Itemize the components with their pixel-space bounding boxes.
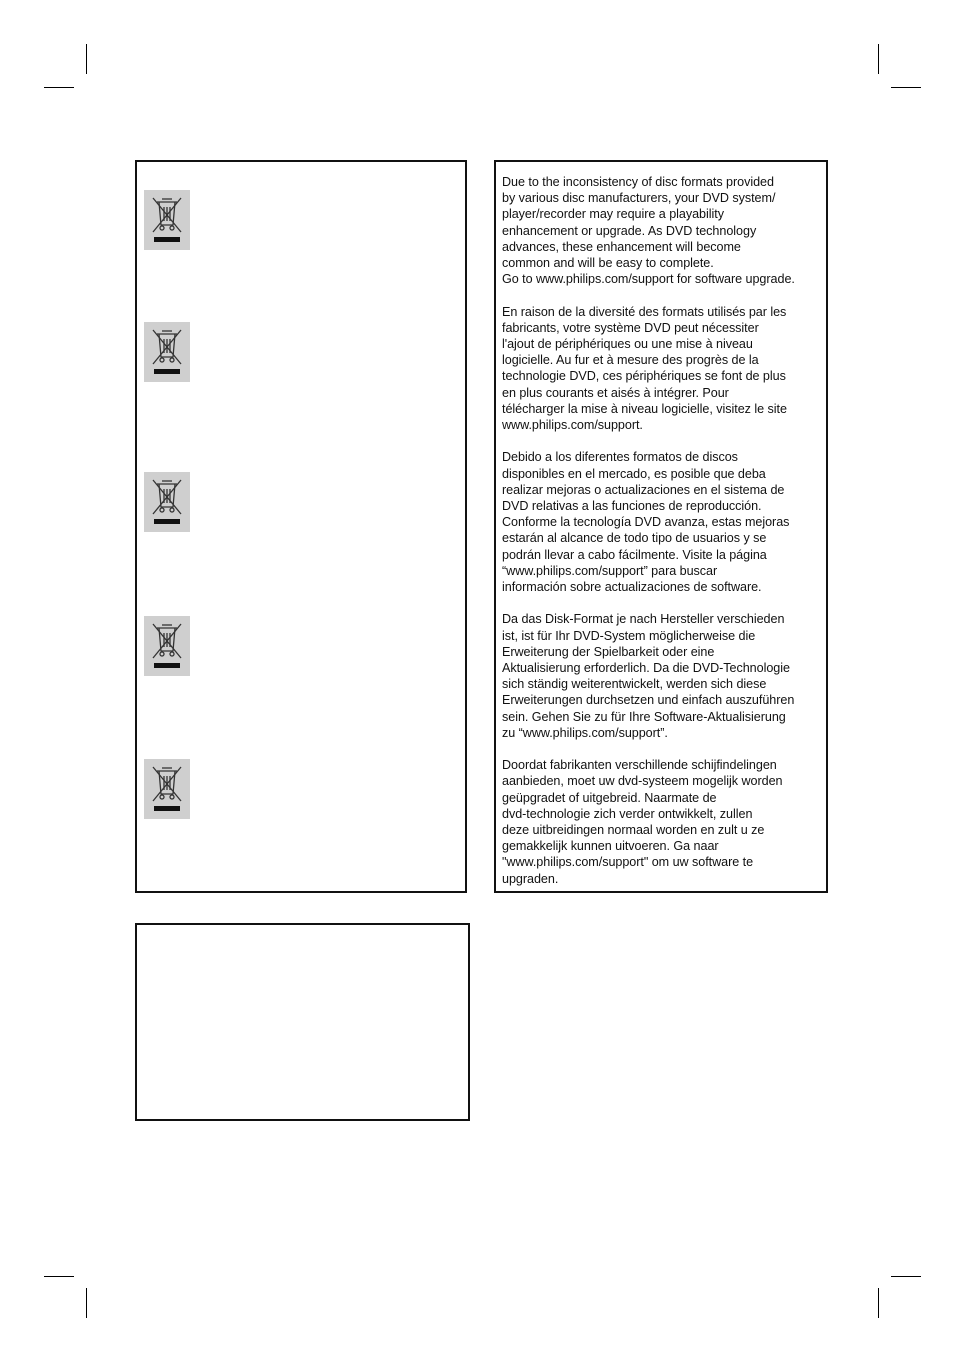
crop-mark xyxy=(44,1276,74,1277)
crossed-out-wheelie-bin-icon xyxy=(144,759,190,819)
crop-mark xyxy=(878,44,879,74)
crop-mark xyxy=(878,1288,879,1318)
upgrade-paragraph-english: Due to the inconsistency of disc formats provided by various disc manufacturers, your DVD system/ player/recorder may require a playability enhancement or upgrade. As DVD technology advances, these enhancement will become common and will be easy to complete. Go to www.philips.com/support for software upgrade. xyxy=(502,175,795,287)
upgrade-paragraph-spanish: Debido a los diferentes formatos de discos disponibles en el mercado, es posible que deba realizar mejoras o actualizaciones en el sistema de DVD relativas a las funciones de reproducción. Conforme la tecnología DVD avanza, estas mejoras estarán al alcance de todo tipo de usuarios y se podrán llevar a cabo fácilmente. Visite la página “www.philips.com/support” para buscar información sobre actualizaciones de software. xyxy=(502,450,790,595)
crop-mark xyxy=(86,44,87,74)
upgrade-notice-text xyxy=(502,174,826,887)
upgrade-paragraph-german: Da das Disk-Format je nach Hersteller verschieden ist, ist für Ihr DVD-System möglicherweise die Erweiterung der Spielbarkeit oder eine Aktualisierung erforderlich. Da die DVD-Technologie sich ständig weiterentwickelt, werden sich diese Erweiterungen durchsetzen und einfach auszuführen sein. Gehen Sie zu für Ihre Software-Aktualisierung zu “www.philips.com/support”. xyxy=(502,612,795,740)
crossed-out-wheelie-bin-icon xyxy=(144,190,190,250)
empty-panel xyxy=(135,923,470,1121)
crossed-out-wheelie-bin-icon xyxy=(144,472,190,532)
upgrade-paragraph-french: En raison de la diversité des formats utilisés par les fabricants, votre système DVD peut nécessiter l'ajout de périphériques ou une mise à niveau logicielle. Au fur et à mesure des progrès de la technologie DVD, ces périphériques se font de plus en plus courants et aisés à intégrer. Pour télécharger la mise à niveau logicielle, visitez le site www.philips.com/support. xyxy=(502,304,787,433)
crop-mark xyxy=(86,1288,87,1318)
crop-mark xyxy=(891,1276,921,1277)
crossed-out-wheelie-bin-icon xyxy=(144,322,190,382)
weee-disposal-panel xyxy=(135,160,467,893)
crop-mark xyxy=(44,87,74,88)
software-upgrade-notice-panel xyxy=(494,160,828,893)
upgrade-paragraph-dutch: Doordat fabrikanten verschillende schijfindelingen aanbieden, moet uw dvd-systeem mogelijk worden geüpgradet of uitgebreid. Naarmate de dvd-technologie zich verder ontwikkelt, zullen deze uitbreidingen normaal worden en zult u ze gemakkelijk kunnen uitvoeren. Ga naar "www.philips.com/support" om uw software te upgraden. xyxy=(502,758,783,886)
crop-mark xyxy=(891,87,921,88)
crossed-out-wheelie-bin-icon xyxy=(144,616,190,676)
